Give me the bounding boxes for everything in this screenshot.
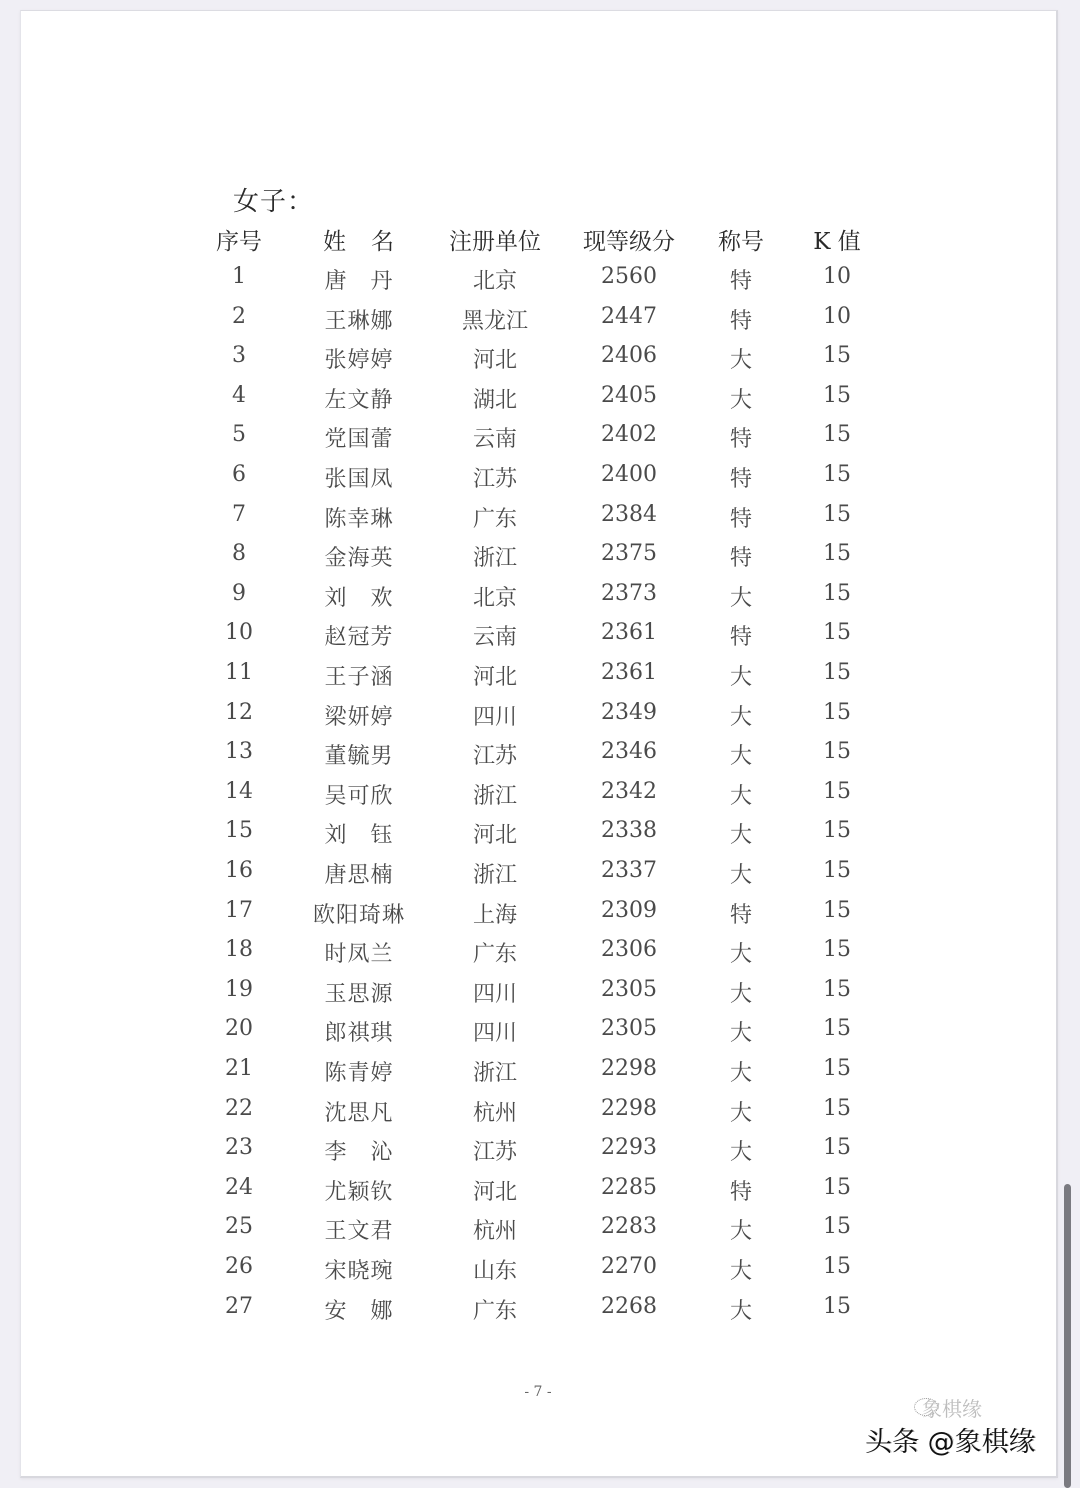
- cell-name: 陈幸琳: [324, 506, 394, 532]
- cell-title: 大: [729, 823, 752, 849]
- cell-k: 15: [823, 976, 851, 1002]
- cell-score: 2306: [601, 937, 657, 963]
- cell-score: 2305: [601, 1016, 657, 1042]
- table-row: [21, 700, 1056, 740]
- cell-k: 15: [823, 660, 851, 685]
- header-score: 现等级分: [583, 229, 675, 255]
- cell-title: 大: [729, 387, 752, 413]
- cell-no: 21: [225, 1056, 253, 1081]
- cell-title: 特: [729, 902, 752, 928]
- cell-name: 安 娜: [324, 1298, 394, 1324]
- cell-no: 23: [225, 1135, 253, 1161]
- cell-k: 15: [823, 1016, 851, 1042]
- document-page: [20, 10, 1058, 1478]
- cell-score: 2373: [601, 580, 657, 606]
- cell-name: 时凤兰: [324, 942, 394, 968]
- cell-k: 15: [823, 858, 851, 883]
- cell-no: 6: [232, 462, 246, 487]
- cell-k: 15: [823, 1174, 851, 1200]
- cell-no: 20: [225, 1016, 253, 1042]
- cell-name: 唐 丹: [324, 269, 394, 294]
- cell-no: 14: [225, 778, 253, 804]
- table-row: [21, 541, 1056, 581]
- cell-score: 2361: [601, 660, 657, 685]
- cell-k: 15: [823, 937, 851, 963]
- cell-name: 沈思凡: [324, 1100, 394, 1126]
- cell-unit: 河北: [472, 1179, 517, 1205]
- watermark-faint-text: 象棋缘: [922, 1397, 982, 1421]
- table-row: [21, 581, 1056, 621]
- cell-score: 2405: [601, 382, 657, 408]
- cell-unit: 江苏: [472, 1140, 517, 1166]
- cell-title: 大: [729, 1140, 752, 1166]
- table-row: [21, 858, 1056, 898]
- table-row: [21, 383, 1056, 423]
- cell-name: 金海英: [324, 546, 394, 572]
- cell-title: 大: [729, 665, 752, 690]
- table-row: [21, 1056, 1056, 1096]
- cell-no: 17: [225, 897, 253, 923]
- cell-name: 梁妍婷: [324, 704, 394, 730]
- cell-k: 15: [823, 541, 851, 567]
- cell-k: 15: [823, 818, 851, 844]
- cell-unit: 北京: [472, 585, 517, 611]
- cell-name: 王琳娜: [324, 308, 394, 334]
- scrollbar-thumb[interactable]: [1064, 1184, 1071, 1488]
- cell-title: 特: [729, 625, 752, 651]
- cell-unit: 四川: [472, 704, 517, 730]
- cell-k: 10: [823, 264, 851, 289]
- cell-score: 2283: [601, 1214, 657, 1240]
- cell-title: 大: [729, 1259, 752, 1284]
- cell-score: 2270: [601, 1254, 657, 1279]
- cell-title: 特: [729, 1179, 752, 1205]
- cell-no: 22: [225, 1095, 253, 1121]
- cell-unit: 江苏: [472, 467, 517, 492]
- cell-title: 大: [729, 942, 752, 968]
- table-row: [21, 1214, 1056, 1254]
- cell-name: 郎祺琪: [324, 1021, 394, 1047]
- cell-unit: 河北: [472, 823, 517, 849]
- cell-k: 15: [823, 1135, 851, 1161]
- cell-name: 张婷婷: [324, 348, 394, 374]
- cell-no: 24: [225, 1174, 253, 1200]
- cell-name: 党国蕾: [324, 427, 394, 453]
- cell-no: 12: [225, 699, 253, 725]
- cell-unit: 云南: [472, 625, 517, 651]
- header-k: K 值: [813, 229, 861, 255]
- cell-no: 2: [232, 303, 246, 329]
- cell-k: 15: [823, 897, 851, 923]
- cell-k: 15: [823, 1254, 851, 1279]
- header-unit: 注册单位: [449, 229, 541, 255]
- cell-name: 董毓男: [324, 744, 394, 770]
- cell-unit: 四川: [472, 981, 517, 1007]
- cell-score: 2298: [601, 1056, 657, 1081]
- cell-title: 特: [729, 467, 752, 492]
- table-row: [21, 1096, 1056, 1136]
- cell-no: 19: [225, 976, 253, 1002]
- cell-unit: 黑龙江: [461, 308, 528, 334]
- cell-score: 2375: [601, 541, 657, 567]
- cell-title: 大: [729, 1298, 752, 1324]
- cell-score: 2384: [601, 501, 657, 527]
- table-row: [21, 422, 1056, 462]
- cell-title: 特: [729, 308, 752, 334]
- cell-name: 欧阳琦琳: [312, 902, 405, 928]
- header-title: 称号: [718, 229, 764, 255]
- cell-name: 李 沁: [324, 1140, 394, 1166]
- cell-unit: 四川: [472, 1021, 517, 1047]
- cell-title: 特: [729, 546, 752, 572]
- table-row: [21, 898, 1056, 938]
- table-row: [21, 937, 1056, 977]
- cell-k: 15: [823, 620, 851, 646]
- table-row: [21, 779, 1056, 819]
- cell-k: 15: [823, 501, 851, 527]
- cell-k: 15: [823, 699, 851, 725]
- cell-score: 2309: [601, 897, 657, 923]
- table-row: [21, 502, 1056, 542]
- cell-score: 2447: [601, 303, 657, 329]
- cell-score: 2285: [601, 1174, 657, 1200]
- cell-k: 15: [823, 462, 851, 487]
- cell-k: 15: [823, 739, 851, 765]
- cell-unit: 广东: [472, 506, 517, 532]
- cell-k: 15: [823, 1214, 851, 1240]
- cell-title: 大: [729, 783, 752, 809]
- cell-name: 左文静: [324, 387, 394, 413]
- cell-no: 16: [225, 858, 253, 883]
- cell-score: 2342: [601, 778, 657, 804]
- cell-no: 5: [232, 422, 246, 448]
- cell-title: 大: [729, 585, 752, 611]
- cell-name: 张国凤: [324, 467, 394, 492]
- cell-unit: 江苏: [472, 744, 517, 770]
- table-row: [21, 977, 1056, 1017]
- cell-unit: 浙江: [472, 546, 517, 572]
- cell-unit: 河北: [472, 348, 517, 374]
- cell-unit: 浙江: [472, 1061, 517, 1086]
- cell-title: 大: [729, 348, 752, 374]
- section-title: 女子：: [233, 187, 315, 217]
- cell-name: 赵冠芳: [324, 625, 394, 651]
- cell-name: 尤颖钦: [324, 1179, 394, 1205]
- cell-k: 15: [823, 1095, 851, 1121]
- cell-unit: 上海: [472, 902, 517, 928]
- cell-title: 特: [729, 506, 752, 532]
- table-row: [21, 739, 1056, 779]
- cell-unit: 浙江: [472, 863, 517, 888]
- table-row: [21, 818, 1056, 858]
- cell-title: 大: [729, 981, 752, 1007]
- cell-k: 15: [823, 1056, 851, 1081]
- table-row: [21, 304, 1056, 344]
- cell-score: 2337: [601, 858, 657, 883]
- cell-no: 3: [232, 343, 246, 369]
- table-header: [21, 223, 1056, 263]
- table-row: [21, 1135, 1056, 1175]
- table-row: [21, 264, 1056, 304]
- cell-score: 2402: [601, 422, 657, 448]
- table-row: [21, 343, 1056, 383]
- cell-k: 15: [823, 580, 851, 606]
- cell-name: 吴可欣: [324, 783, 394, 809]
- cell-name: 唐思楠: [324, 863, 394, 888]
- cell-name: 刘 钰: [324, 823, 394, 849]
- cell-k: 15: [823, 343, 851, 369]
- cell-title: 特: [729, 427, 752, 453]
- cell-score: 2268: [601, 1293, 657, 1319]
- cell-no: 13: [225, 739, 253, 765]
- cell-unit: 广东: [472, 942, 517, 968]
- cell-k: 15: [823, 382, 851, 408]
- cell-score: 2338: [601, 818, 657, 844]
- cell-score: 2406: [601, 343, 657, 369]
- cell-unit: 河北: [472, 665, 517, 690]
- cell-k: 15: [823, 1293, 851, 1319]
- table-row: [21, 1175, 1056, 1215]
- table-row: [21, 660, 1056, 700]
- cell-title: 大: [729, 863, 752, 888]
- cell-k: 10: [823, 303, 851, 329]
- page-number: - 7 -: [524, 1384, 552, 1400]
- cell-no: 27: [225, 1293, 253, 1319]
- cell-k: 15: [823, 422, 851, 448]
- cell-unit: 北京: [472, 269, 517, 294]
- cell-title: 大: [729, 1219, 752, 1245]
- cell-no: 18: [225, 937, 253, 963]
- cell-no: 15: [225, 818, 253, 844]
- cell-no: 25: [225, 1214, 253, 1240]
- cell-no: 26: [225, 1254, 253, 1279]
- cell-unit: 浙江: [472, 783, 517, 809]
- cell-score: 2298: [601, 1095, 657, 1121]
- cell-title: 大: [729, 1100, 752, 1126]
- cell-unit: 杭州: [472, 1100, 517, 1126]
- cell-title: 大: [729, 1021, 752, 1047]
- cell-score: 2560: [601, 264, 657, 289]
- cell-score: 2305: [601, 976, 657, 1002]
- cell-no: 10: [225, 620, 253, 646]
- cell-title: 大: [729, 1061, 752, 1086]
- cell-name: 玉思源: [324, 981, 394, 1007]
- cell-unit: 山东: [472, 1259, 517, 1284]
- cell-title: 大: [729, 704, 752, 730]
- cell-no: 1: [232, 264, 246, 289]
- cell-no: 7: [232, 501, 246, 527]
- table-row: [21, 1254, 1056, 1294]
- cell-unit: 杭州: [472, 1219, 517, 1245]
- cell-no: 8: [232, 541, 246, 567]
- table-row: [21, 620, 1056, 660]
- cell-title: 大: [729, 744, 752, 770]
- table-row: [21, 462, 1056, 502]
- table-row: [21, 1016, 1056, 1056]
- cell-title: 特: [729, 269, 752, 294]
- cell-no: 4: [232, 382, 246, 408]
- cell-name: 刘 欢: [324, 585, 394, 611]
- cell-unit: 湖北: [472, 387, 517, 413]
- header-name: 姓 名: [323, 229, 395, 255]
- cell-no: 11: [225, 660, 253, 685]
- cell-k: 15: [823, 778, 851, 804]
- header-no: 序号: [216, 229, 262, 255]
- cell-no: 9: [232, 580, 246, 606]
- table-row: [21, 1294, 1056, 1334]
- cell-score: 2346: [601, 739, 657, 765]
- cell-score: 2293: [601, 1135, 657, 1161]
- cell-name: 宋晓琬: [324, 1259, 394, 1284]
- watermark-text: 头条 @象棋缘: [865, 1427, 1036, 1458]
- cell-score: 2361: [601, 620, 657, 646]
- cell-score: 2400: [601, 462, 657, 487]
- cell-name: 陈青婷: [324, 1061, 394, 1086]
- cell-name: 王文君: [324, 1219, 394, 1245]
- cell-unit: 云南: [472, 427, 517, 453]
- cell-unit: 广东: [472, 1298, 517, 1324]
- cell-name: 王子涵: [324, 665, 394, 690]
- cell-score: 2349: [601, 699, 657, 725]
